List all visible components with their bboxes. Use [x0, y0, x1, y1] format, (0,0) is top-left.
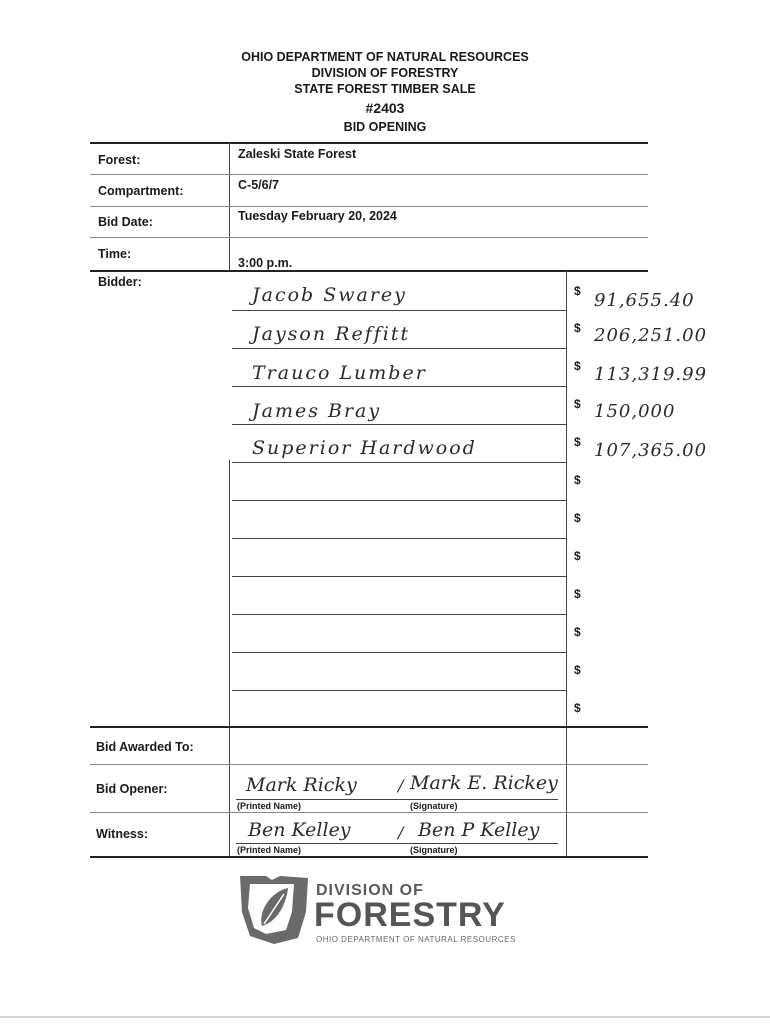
bid-date-value: Tuesday February 20, 2024 [238, 209, 397, 223]
dollar-sign: $ [574, 625, 581, 639]
table-top-rule [90, 142, 648, 144]
logo-forestry-text: FORESTRY [314, 896, 506, 934]
witness-printed-name: Ben Kelley [248, 819, 351, 841]
header-line-1: OHIO DEPARTMENT OF NATURAL RESOURCES [241, 50, 529, 64]
header-line-2: DIVISION OF FORESTRY [311, 66, 459, 80]
opener-signature: Mark E. Rickey [410, 772, 558, 794]
bidder-name: James Bray [252, 400, 382, 422]
bidder-top-rule [90, 270, 648, 272]
witness-separator: / [398, 823, 404, 842]
amount-column-divider [566, 270, 567, 856]
dollar-sign: $ [574, 587, 581, 601]
bid-amount: 113,319.99 [594, 364, 708, 385]
bid-row-rule [232, 424, 566, 425]
bidder-name: Jayson Reffitt [252, 323, 411, 345]
witness-signature: Ben P Kelley [418, 819, 540, 841]
dollar-sign: $ [574, 435, 581, 449]
time-label: Time: [98, 247, 132, 261]
opener-printed-name: Mark Ricky [246, 774, 357, 796]
dollar-sign: $ [574, 359, 581, 373]
bid-opener-label: Bid Opener: [96, 782, 168, 796]
bid-row-rule [232, 310, 566, 311]
bidder-name: Superior Hardwood [252, 437, 477, 459]
logo-odnr-text: OHIO DEPARTMENT OF NATURAL RESOURCES [316, 935, 516, 944]
row-rule [90, 174, 648, 175]
bid-amount: 91,655.40 [594, 290, 695, 311]
bid-row-rule [232, 614, 566, 615]
signature-caption: (Signature) [410, 845, 458, 855]
bid-row-rule [232, 386, 566, 387]
bid-row-rule [232, 462, 566, 463]
bid-awarded-label: Bid Awarded To: [96, 740, 194, 754]
bid-row-rule [232, 690, 566, 691]
dollar-sign: $ [574, 663, 581, 677]
witness-label: Witness: [96, 827, 148, 841]
opener-separator: / [398, 776, 404, 795]
compartment-label: Compartment: [98, 184, 184, 198]
header-line-3: STATE FOREST TIMBER SALE [294, 82, 476, 96]
scan-edge [0, 1016, 770, 1018]
printed-name-caption: (Printed Name) [237, 845, 302, 855]
bidder-left-divider [229, 460, 230, 856]
bid-amount: 150,000 [594, 401, 676, 422]
printed-name-caption: (Printed Name) [237, 801, 302, 811]
opener-signature-line [236, 799, 558, 800]
bidder-label: Bidder: [98, 275, 142, 289]
row-rule [90, 237, 648, 238]
dollar-sign: $ [574, 473, 581, 487]
bid-row-rule [232, 348, 566, 349]
sale-number: #2403 [365, 100, 405, 116]
forest-label: Forest: [98, 153, 141, 167]
bid-row-rule [232, 652, 566, 653]
compartment-value: C-5/6/7 [238, 178, 279, 192]
bid-row-rule [232, 538, 566, 539]
forest-value: Zaleski State Forest [238, 147, 357, 161]
dollar-sign: $ [574, 549, 581, 563]
logo-division-text: DIVISION OF [316, 882, 424, 899]
witness-signature-line [236, 843, 558, 844]
row-rule [90, 206, 648, 207]
dollar-sign: $ [574, 397, 581, 411]
bid-amount: 107,365.00 [594, 440, 708, 461]
row-rule [90, 812, 648, 813]
awarded-top-rule [90, 726, 648, 728]
dollar-sign: $ [574, 284, 581, 298]
bid-row-rule [232, 500, 566, 501]
bid-row-rule [232, 576, 566, 577]
dollar-sign: $ [574, 511, 581, 525]
time-value: 3:00 p.m. [238, 256, 293, 270]
dollar-sign: $ [574, 701, 581, 715]
footer-bottom-rule [90, 856, 648, 858]
bidder-name: Jacob Swarey [252, 284, 407, 306]
header-line-5: BID OPENING [343, 120, 427, 134]
bid-amount: 206,251.00 [594, 325, 708, 346]
dollar-sign: $ [574, 321, 581, 335]
bid-date-label: Bid Date: [98, 215, 153, 229]
ohio-leaf-logo-icon [236, 872, 312, 948]
signature-caption: (Signature) [410, 801, 458, 811]
row-rule [90, 764, 648, 765]
bidder-name: Trauco Lumber [252, 362, 427, 384]
